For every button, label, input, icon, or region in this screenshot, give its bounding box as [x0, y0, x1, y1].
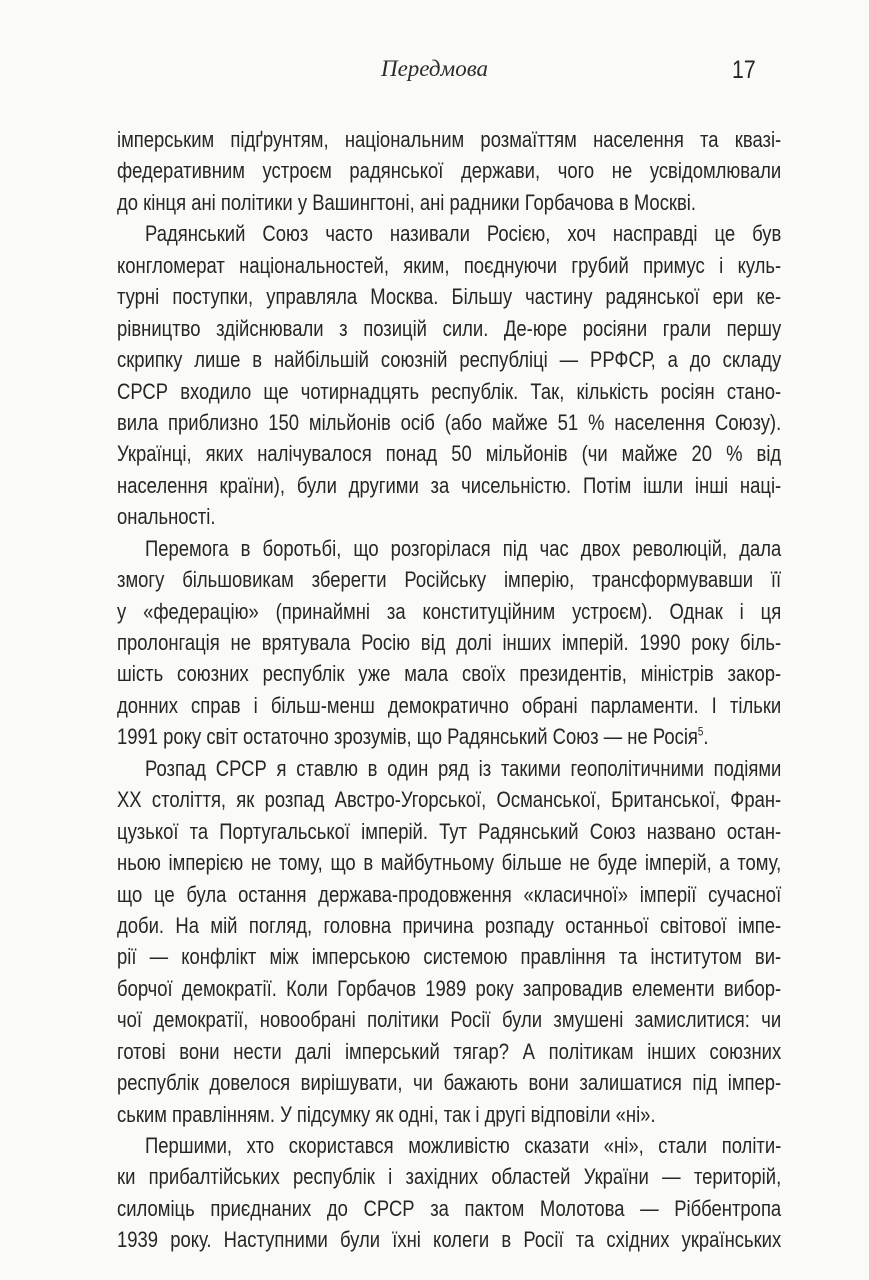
text-line	[117, 753, 781, 784]
text-line	[117, 658, 781, 689]
line-text: цузької та Португальської імперій. Тут Радянський Союз названо остан-	[117, 818, 782, 844]
line-text: рівництво здійснювали з позицій сили. Де-юре росіяни грали першу	[117, 315, 782, 341]
text-line	[117, 344, 781, 375]
line-text: рії — конфлікт між імперською системою правління та інститутом ви-	[117, 944, 782, 970]
text-line	[117, 784, 781, 815]
text-line	[117, 187, 781, 218]
line-text: Українці, яких налічувалося понад 50 мільйонів (чи майже 20 % від	[117, 441, 782, 467]
text-line	[117, 1130, 781, 1161]
line-text: конгломерат національностей, яким, поєднуючи грубий примус і куль-	[117, 252, 782, 278]
running-header: Передмова	[380, 56, 489, 81]
page-number: 17	[732, 56, 756, 84]
paragraph	[117, 753, 781, 1130]
text-line	[117, 438, 781, 469]
paragraph	[117, 124, 781, 218]
line-text: пролонгація не врятувала Росію від долі інших імперій. 1990 року біль-	[117, 630, 782, 655]
text-line	[117, 941, 781, 972]
text-line	[117, 218, 781, 249]
line-text: ньою імперією не тому, що в майбутньому більше не буде імперій, а тому,	[117, 850, 782, 876]
line-text: Першими, хто скористався можливістю сказати «ні», стали політи-	[145, 1133, 782, 1158]
line-text: Перемога в боротьбі, що розгорілася під час двох революцій, дала	[145, 535, 782, 561]
text-line	[117, 690, 781, 721]
line-text: змогу більшовикам зберегти Російську імперію, трансформувавши її	[117, 567, 782, 593]
text-line	[117, 721, 781, 752]
line-text: 1939 року. Наступними були їхні колеги в Росії та східних українських	[117, 1227, 782, 1253]
line-text: шість союзних республік уже мала своїх президентів, міністрів закор-	[117, 661, 782, 687]
text-line	[117, 470, 781, 501]
text-line	[117, 596, 781, 627]
paragraph	[117, 533, 781, 753]
text-line	[117, 155, 781, 186]
line-text: готові вони нести далі імперський тягар? А політикам інших союзних	[117, 1038, 782, 1064]
line-text: чої демократії, новообрані політики Росії були змушені замислитися: чи	[117, 1007, 782, 1033]
text-line	[117, 847, 781, 878]
text-line	[117, 533, 781, 564]
line-text: 1991 року світ остаточно зрозумів, що Радянський Союз — не Росія	[117, 724, 698, 750]
line-text: СРСР входило ще чотирнадцять республік. Так, кількість росіян стано-	[117, 378, 782, 404]
line-text: вила приблизно 150 мільйонів осіб (або майже 51 % населення Союзу).	[117, 409, 782, 435]
line-text: що це була остання держава-продовження «класичної» імперії сучасної	[117, 881, 782, 907]
text-line	[117, 910, 781, 941]
line-text: імперським підґрунтям, національним розмаїттям населення та квазі-	[117, 127, 782, 152]
text-line	[117, 1067, 781, 1098]
line-text: населення країни), були другими за чисельністю. Потім ішли інші наці-	[117, 472, 782, 498]
line-text: скрипку лише в найбільшій союзній республіці — РРФСР, а до складу	[117, 347, 782, 373]
line-text: силоміць приєднаних до СРСР за пактом Молотова — Ріббентропа	[117, 1195, 782, 1221]
line-text: ки прибалтійських республік і західних областей України — територій,	[117, 1164, 782, 1190]
text-line	[117, 1193, 781, 1224]
paragraph	[117, 218, 781, 532]
line-text: борчої демократії. Коли Горбачов 1989 року запровадив елементи вибор-	[117, 975, 782, 1001]
footnote-marker[interactable]: 5	[697, 724, 704, 739]
line-text: ським правлінням. У підсумку як одні, так і другі відповіли «ні».	[117, 1101, 656, 1127]
text-line	[117, 1161, 781, 1192]
line-text: Розпад СРСР я ставлю в один ряд із такими геополітичними подіями	[145, 755, 782, 781]
text-line	[117, 879, 781, 910]
text-line	[117, 1004, 781, 1035]
text-line	[117, 313, 781, 344]
line-text: донних справ і більш-менш демократично обрані парламенти. І тільки	[117, 692, 782, 718]
text-line	[117, 973, 781, 1004]
line-text: до кінця ані політики у Вашингтоні, ані радники Горбачова в Москві.	[117, 189, 697, 215]
line-text: у «федерацію» (принаймні за конституційним устроєм). Однак і ця	[117, 598, 782, 624]
text-line	[117, 124, 781, 155]
text-line	[117, 407, 781, 438]
text-line	[117, 627, 781, 658]
line-text-tail: .	[703, 724, 709, 750]
line-text: федеративним устроєм радянської держави, чого не усвідомлювали	[117, 158, 782, 184]
paragraph	[117, 1130, 781, 1256]
text-line	[117, 281, 781, 312]
text-line	[117, 250, 781, 281]
line-text: турні поступки, управляла Москва. Більшу частину радянської ери ке-	[117, 284, 782, 310]
line-text: XX століття, як розпад Австро-Угорської, Османської, Британської, Фран-	[117, 787, 782, 813]
text-line	[117, 376, 781, 407]
line-text: ональності.	[117, 504, 216, 530]
text-line	[117, 501, 781, 532]
text-line	[117, 564, 781, 595]
line-text: доби. На мій погляд, головна причина розпаду останньої світової імпе-	[117, 912, 782, 938]
line-text: Радянський Союз часто називали Росією, хоч насправді це був	[145, 221, 782, 247]
text-line	[117, 1099, 781, 1130]
body-text	[117, 124, 781, 1256]
text-line	[117, 816, 781, 847]
text-line	[117, 1224, 781, 1255]
line-text: республік довелося вирішувати, чи бажають вони залишатися під імпер-	[117, 1070, 782, 1096]
text-line	[117, 1036, 781, 1067]
